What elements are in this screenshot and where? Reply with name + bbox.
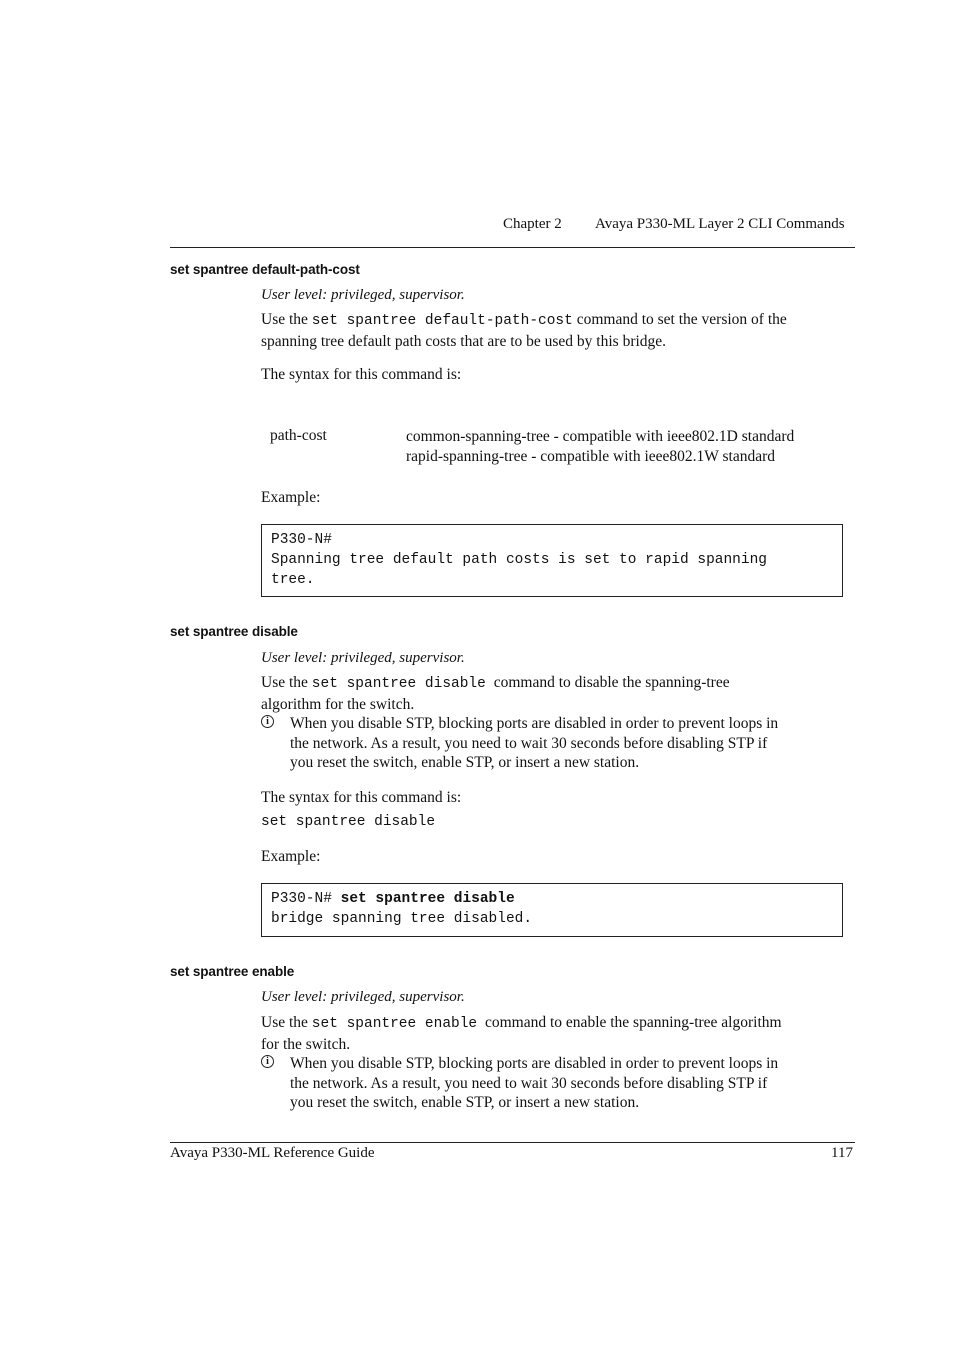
- section-heading-default-path-cost: set spantree default-path-cost: [170, 262, 360, 277]
- description: [261, 673, 853, 714]
- description: [261, 1013, 853, 1054]
- user-level: User level: privileged, supervisor.: [261, 989, 465, 1005]
- header-title: Avaya P330-ML Layer 2 CLI Commands: [595, 216, 845, 232]
- use-suffix: command to enable the spanning-tree algorithm: [485, 1014, 782, 1031]
- use-prefix: Use the: [261, 311, 308, 328]
- code-line: tree.: [271, 572, 315, 588]
- param-description: [406, 427, 794, 466]
- description: [261, 310, 853, 351]
- note-line: When you disable STP, blocking ports are disabled in order to prevent loops in: [290, 1055, 779, 1072]
- section-heading-disable: set spantree disable: [170, 624, 298, 639]
- note-line: you reset the switch, enable STP, or insert a new station.: [290, 754, 640, 771]
- footer-rule: [170, 1142, 855, 1143]
- code-prompt: P330-N#: [271, 891, 332, 907]
- use-suffix: command to disable the spanning-tree: [493, 674, 730, 691]
- use-line2: algorithm for the switch.: [261, 695, 415, 713]
- param-desc-line2: rapid-spanning-tree - compatible with ieee802.1W standard: [406, 447, 776, 465]
- use-line2: for the switch.: [261, 1035, 351, 1053]
- code-line: Spanning tree default path costs is set to rapid spanning: [271, 552, 767, 568]
- example-label: Example:: [261, 848, 321, 865]
- note-line: the network. As a result, you need to wait 30 seconds before disabling STP if: [290, 734, 768, 752]
- use-prefix: Use the: [261, 674, 308, 691]
- footer-guide-title: Avaya P330-ML Reference Guide: [170, 1145, 375, 1161]
- info-icon: i: [261, 715, 274, 728]
- param-desc-line1: common-spanning-tree - compatible with ieee802.1D standard: [406, 428, 795, 445]
- user-level: User level: privileged, supervisor.: [261, 287, 465, 303]
- note-line: When you disable STP, blocking ports are disabled in order to prevent loops in: [290, 715, 779, 732]
- info-note: [261, 714, 853, 773]
- example-label: Example:: [261, 489, 321, 506]
- header-chapter: Chapter 2: [503, 216, 562, 232]
- user-level: User level: privileged, supervisor.: [261, 650, 465, 666]
- syntax-label: The syntax for this command is:: [261, 789, 462, 806]
- code-line: [271, 889, 833, 909]
- syntax-command: set spantree disable: [261, 814, 436, 830]
- example-code-box: [261, 883, 843, 937]
- note-line: the network. As a result, you need to wait 30 seconds before disabling STP if: [290, 1074, 768, 1092]
- inline-command: set spantree default-path-cost: [311, 313, 573, 329]
- syntax-label: The syntax for this command is:: [261, 366, 462, 383]
- param-name: path-cost: [270, 427, 327, 444]
- info-note: [261, 1054, 853, 1113]
- use-suffix: command to set the version of the: [576, 311, 787, 328]
- code-command: set spantree disable: [340, 891, 515, 907]
- inline-command: set spantree disable: [311, 676, 486, 692]
- section-heading-enable: set spantree enable: [170, 964, 295, 979]
- code-line: bridge spanning tree disabled.: [271, 911, 533, 927]
- use-line2: spanning tree default path costs that are to be used by this bridge.: [261, 332, 667, 350]
- inline-command: set spantree enable: [311, 1016, 478, 1032]
- code-line: P330-N#: [271, 532, 332, 548]
- info-icon: i: [261, 1055, 274, 1068]
- page-number: 117: [831, 1145, 853, 1161]
- use-prefix: Use the: [261, 1014, 308, 1031]
- example-code-box: [261, 524, 843, 597]
- note-line: you reset the switch, enable STP, or insert a new station.: [290, 1094, 640, 1111]
- header-rule: [170, 247, 855, 248]
